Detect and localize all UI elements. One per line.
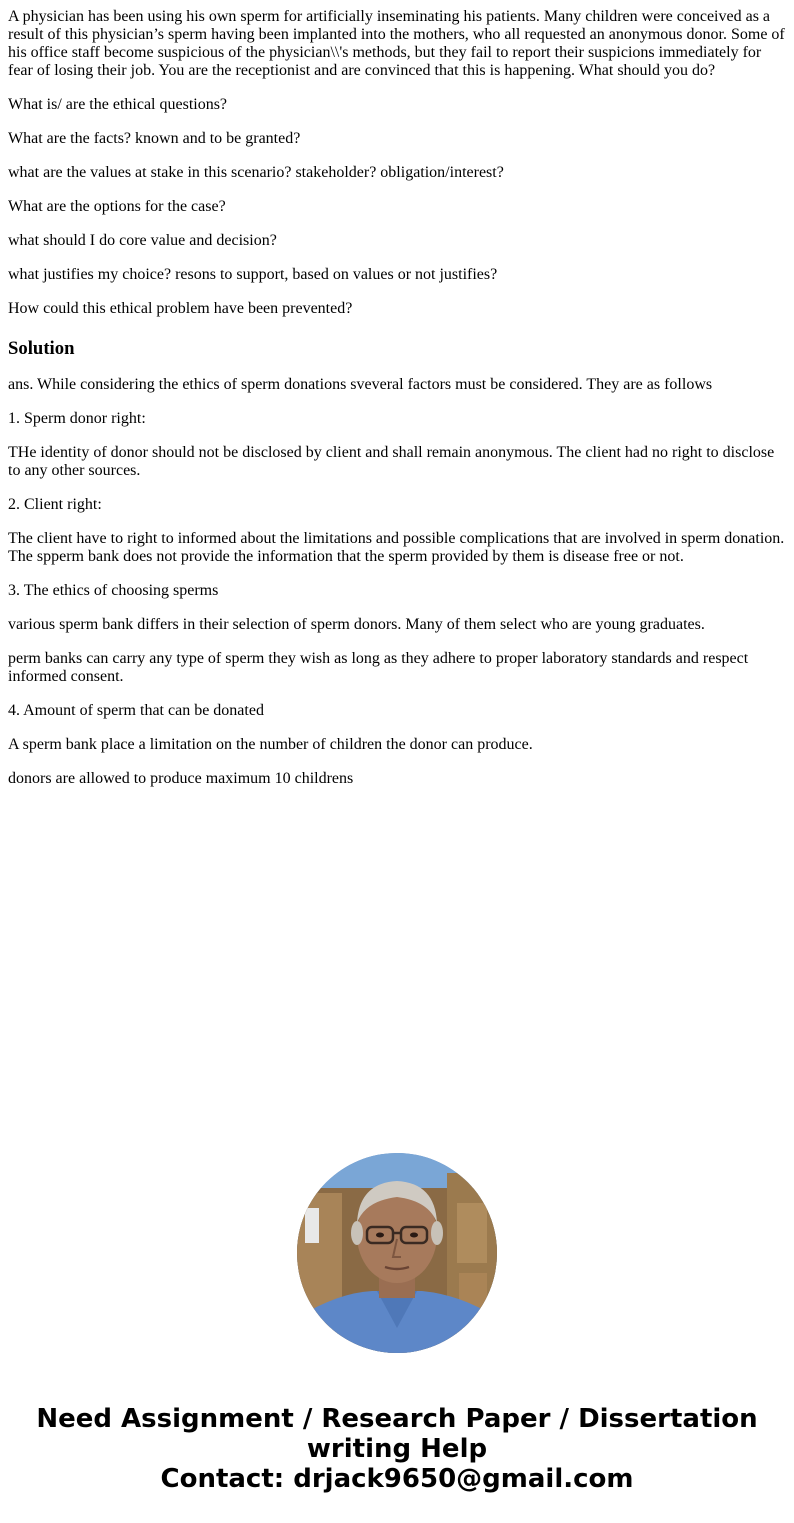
solution-paragraph: THe identity of donor should not be disclosed by client and shall remain anonymous. The client had no right to disclose to any other sources. [8, 444, 775, 479]
prompt-values: what are the values at stake in this scenario? stakeholder? obligation/interest? [8, 164, 504, 181]
prompt-decision: what should I do core value and decision? [8, 232, 277, 249]
prompt-ethical-questions: What is/ are the ethical questions? [8, 96, 228, 113]
solution-paragraph: donors are allowed to produce maximum 10 childrens [8, 770, 354, 787]
solution-paragraph: 3. The ethics of choosing sperms [8, 582, 219, 599]
prompt-justification: what justifies my choice? resons to support, based on values or not justifies? [8, 266, 498, 283]
solution-paragraph: 2. Client right: [8, 496, 102, 513]
promo-line: Need Assignment / Research Paper / Dissertation [36, 1404, 758, 1434]
solution-paragraph: The client have to right to informed about the limitations and possible complications that are involved in sperm donation. The spperm bank does not provide the information that the sperm provided by them is disease free or not. [8, 530, 785, 565]
solution-paragraph: various sperm bank differs in their selection of sperm donors. Many of them select who are young graduates. [8, 616, 705, 633]
avatar [297, 1153, 497, 1353]
promo-banner [0, 1404, 794, 1494]
solution-paragraph: ans. While considering the ethics of sperm donations sveveral factors must be considered. They are as follows [8, 376, 713, 393]
promo-line: writing Help [306, 1434, 488, 1464]
solution-paragraph: 4. Amount of sperm that can be donated [8, 702, 264, 719]
prompt-options: What are the options for the case? [8, 198, 226, 215]
solution-paragraph: perm banks can carry any type of sperm they wish as long as they adhere to proper laboratory standards and respect informed consent. [8, 650, 749, 685]
solution-paragraph: A sperm bank place a limitation on the number of children the donor can produce. [8, 736, 533, 753]
document-body [8, 8, 788, 804]
prompt-facts: What are the facts? known and to be granted? [8, 130, 301, 147]
prompt-prevention: How could this ethical problem have been prevented? [8, 300, 353, 317]
promo-contact: Contact: drjack9650@gmail.com [160, 1464, 634, 1494]
solution-heading: Solution [8, 338, 75, 359]
question-intro: A physician has been using his own sperm for artificially inseminating his patients. Many children were conceived as a result of this physician’s sperm having been implanted into the mothers, who all requested an anonymous donor. Some of his office staff become suspicious of the physician\\'s methods, but they fail to report their suspicions immediately for fear of losing their job. You are the receptionist and are convinced that this is happening. What should you do? [8, 8, 785, 79]
author-photo [297, 1153, 497, 1353]
solution-paragraph: 1. Sperm donor right: [8, 410, 146, 427]
